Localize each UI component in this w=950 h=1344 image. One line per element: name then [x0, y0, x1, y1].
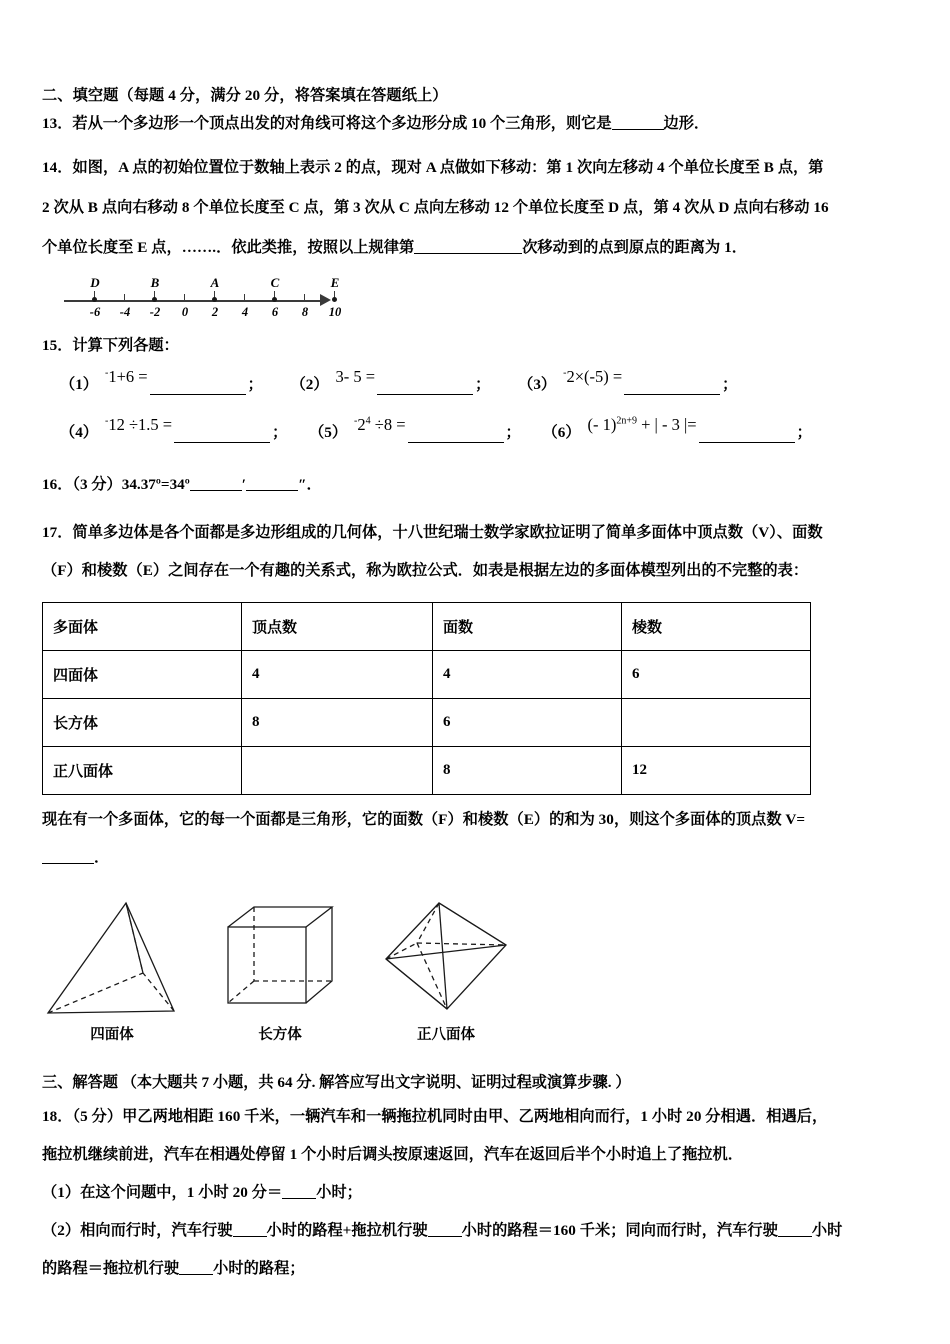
question-18-number: 18． [42, 1108, 73, 1126]
question-18-sub-1 [42, 1174, 922, 1212]
table-cell-vertices-2[interactable] [242, 747, 433, 795]
number-line-tick-label-4: 2 [211, 305, 219, 320]
question-17 [42, 514, 922, 1049]
question-17-answer-blank[interactable] [42, 863, 94, 864]
question-15-item-1-terminator: ； [247, 377, 263, 394]
polyhedron-figures [42, 897, 562, 1049]
question-14-line-1 [42, 148, 922, 188]
cuboid-icon [220, 897, 350, 1021]
section-three-heading: 三、解答题 （本大题共 7 小题，共 64 分. 解答应写出文字说明、证明过程或演算步骤. ） [42, 1074, 631, 1092]
question-18-sub1-text-a: （1）在这个问题中，1 小时 20 分＝ [42, 1184, 283, 1202]
number-line-point-label-A: A [210, 275, 220, 291]
question-18-sub2-blank-4[interactable] [179, 1274, 213, 1275]
question-17-after-table-line-2 [42, 839, 922, 877]
question-17-line1-text: 简单多边体是各个面都是多边形组成的几何体，十八世纪瑞士数学家欧拉证明了简单多面体中顶点数（V）、面数 [72, 524, 823, 542]
question-15-item-5-blank[interactable] [408, 429, 504, 443]
question-15-item-2-terminator: ； [475, 377, 491, 394]
question-18-sub2-text-c: 小时的路程＝160 千米；同向而行时，汽车行驶 [461, 1222, 778, 1240]
question-18-sub2-blank-3[interactable] [778, 1236, 812, 1237]
question-15-item-4 [60, 415, 288, 443]
question-18-sub2-text-f: 小时的路程； [213, 1260, 305, 1278]
question-15-item-3 [518, 367, 738, 395]
question-15-item-4-label: （4） [60, 424, 98, 442]
question-16-seconds-blank[interactable] [246, 490, 298, 491]
number-line-point-label-D: D [90, 275, 100, 291]
question-16-minutes-blank[interactable] [190, 490, 242, 491]
question-15-item-2-expression: 3- 5 = [335, 367, 376, 387]
table-row [43, 651, 811, 699]
question-18-line-2: 拖拉机继续前进，汽车在相遇处停留 1 个小时后调头按原速返回，汽车在返回后半个小时追上了拖拉机． [42, 1146, 744, 1164]
question-15-item-1-blank[interactable] [150, 381, 246, 395]
number-line-tick-label-8: 10 [328, 305, 342, 320]
tetrahedron-caption: 四面体 [90, 1027, 134, 1044]
question-15-item-3-expression: -2×(-5) = [563, 367, 623, 387]
question-15-item-5-expression: $^-2^4 \div 8$ = [354, 415, 406, 435]
number-line-tick-label-0: -6 [89, 305, 101, 320]
question-14-line1-text: 如图，A 点的初始位置位于数轴上表示 2 的点，现对 A 点做如下移动：第 1 次向左移动 4 个单位长度至 B 点，第 [72, 159, 824, 177]
table-cell-edges-0: 6 [622, 651, 811, 699]
question-15-item-5 [309, 415, 521, 443]
page-content [42, 88, 922, 1288]
question-15-item-6-label: （6） [542, 424, 581, 442]
table-row [43, 747, 811, 795]
question-13 [42, 112, 922, 133]
number-line-tick-label-1: -4 [119, 305, 131, 320]
number-line-tick-label-3: 0 [181, 305, 189, 320]
question-15-item-2-blank[interactable] [377, 381, 473, 395]
question-14-number: 14． [42, 159, 73, 177]
question-15-item-1 [60, 367, 263, 395]
question-14 [42, 148, 922, 268]
question-14-line-2: 2 次从 B 点向右移动 8 个单位长度至 C 点，第 3 次从 C 点向左移动 12 个单位长度至 D 点，第 4 次从 D 点向右移动 16 [42, 199, 829, 217]
question-15-item-3-terminator: ； [722, 377, 738, 394]
question-15-prompt-line [42, 334, 922, 355]
table-cell-vertices-1: 8 [242, 699, 433, 747]
question-18-sub1-blank[interactable] [282, 1198, 316, 1199]
number-line-tick-4 [244, 294, 245, 301]
question-13-text-after: 边形． [663, 115, 710, 133]
number-line-tick-label-5: 4 [241, 305, 249, 320]
number-line-point-label-E: E [330, 275, 340, 291]
question-18-line-1 [42, 1098, 922, 1136]
table-row [43, 699, 811, 747]
question-15-item-6-blank[interactable] [699, 429, 795, 443]
question-18-line1-text: （5 分）甲乙两地相距 160 千米，一辆汽车和一辆拖拉机同时由甲、乙两地相向而行，1 小时 20 分相遇．相遇后， [72, 1108, 828, 1126]
question-15-item-2-label: （2） [290, 376, 329, 394]
number-line-axis [64, 300, 322, 302]
section-two-heading: 二、填空题（每题 4 分，满分 20 分，将答案填在答题纸上） [42, 87, 448, 104]
polyhedron-table [42, 602, 811, 795]
question-17-after-table-period: ． [94, 849, 110, 867]
question-13-number: 13． [42, 115, 73, 133]
question-14-answer-blank[interactable] [414, 253, 522, 254]
question-18-sub-2-line-2 [42, 1250, 922, 1288]
table-cell-edges-2: 12 [622, 747, 811, 795]
cuboid-caption: 长方体 [258, 1027, 302, 1044]
question-18-sub-2-line-1 [42, 1212, 922, 1250]
number-line-dot-E [332, 297, 337, 302]
question-15-item-2 [290, 367, 491, 395]
table-header-faces: 面数 [433, 603, 622, 651]
table-cell-vertices-0: 4 [242, 651, 433, 699]
question-18-sub2-text-a: （2）相向而行时，汽车行驶 [42, 1222, 233, 1240]
question-18-sub2-text-b: 小时的路程+拖拉机行驶 [266, 1222, 428, 1240]
table-cell-name-0: 四面体 [43, 651, 242, 699]
question-15-row-2 [42, 415, 922, 443]
question-17-after-table-line-1: 现在有一个多面体，它的每一个面都是三角形，它的面数（F）和棱数（E）的和为 30，则这个多面体的顶点数 V= [42, 811, 806, 829]
section-three [42, 1071, 922, 1288]
question-16-text: （3 分）34.37º=34º [72, 476, 190, 494]
question-15-item-3-blank[interactable] [624, 381, 720, 395]
number-line-tick-8 [304, 294, 305, 301]
question-18 [42, 1098, 922, 1288]
question-16-minute-symbol: ′ [241, 476, 247, 494]
question-15-item-1-expression: -1+6 = [104, 367, 148, 387]
question-18-sub2-blank-1[interactable] [233, 1236, 267, 1237]
question-13-text-before: 若从一个多边形一个顶点出发的对角线可将这个多边形分成 10 个三角形，则它是 [72, 115, 612, 133]
number-line-tick-label-6: 6 [271, 305, 279, 320]
question-16-end: ″． [298, 476, 322, 494]
tetrahedron-figure [42, 897, 188, 1044]
table-header-row [43, 603, 811, 651]
question-16-number: 16． [42, 476, 73, 494]
table-cell-faces-1: 6 [433, 699, 622, 747]
table-cell-faces-2: 8 [433, 747, 622, 795]
octahedron-figure [382, 897, 518, 1044]
question-14-line3-after: 次移动到的点到原点的距离为 1． [522, 239, 748, 257]
question-15-row-1 [42, 367, 922, 395]
table-header-vertices: 顶点数 [242, 603, 433, 651]
question-15-item-4-blank[interactable] [174, 429, 270, 443]
question-16 [42, 473, 922, 494]
question-15-item-4-expression: -12 ÷1.5 = [104, 415, 173, 435]
table-cell-faces-0: 4 [433, 651, 622, 699]
question-15-item-6-expression: (- 1)$^{2n+9}$ + | - 3 |= [587, 415, 697, 435]
tetrahedron-icon [42, 897, 188, 1021]
question-15-item-3-label: （3） [518, 376, 557, 394]
question-18-sub1-text-b: 小时； [316, 1184, 362, 1202]
question-18-sub2-text-e: 的路程＝拖拉机行驶 [42, 1260, 180, 1278]
number-line-tick-0 [184, 294, 185, 301]
question-17-line-2: （F）和棱数（E）之间存在一个有趣的关系式，称为欧拉公式．如表是根据左边的多面体模型列出的不完整的表： [42, 562, 809, 580]
question-18-sub2-blank-2[interactable] [428, 1236, 462, 1237]
table-cell-edges-1[interactable] [622, 699, 811, 747]
table-header-edges: 棱数 [622, 603, 811, 651]
question-15-item-6 [542, 415, 812, 443]
question-15-item-1-label: （1） [60, 376, 98, 394]
question-17-line-1 [42, 514, 922, 552]
number-line-tick-label-2: -2 [149, 305, 161, 320]
octahedron-caption: 正八面体 [417, 1027, 475, 1044]
question-15-item-6-terminator: ； [796, 425, 812, 442]
question-14-line3-before: 个单位长度至 E 点，…….．依此类推，按照以上规律第 [42, 239, 415, 257]
number-line-point-label-B: B [150, 275, 160, 291]
question-15 [42, 334, 922, 443]
question-13-answer-blank[interactable] [612, 129, 664, 130]
question-18-sub2-text-d: 小时 [811, 1222, 843, 1240]
table-cell-name-2: 正八面体 [43, 747, 242, 795]
octahedron-icon [382, 897, 518, 1021]
question-14-line-3 [42, 228, 922, 268]
table-header-polyhedron: 多面体 [43, 603, 242, 651]
question-17-number: 17． [42, 524, 73, 542]
question-15-item-5-label: （5） [309, 424, 348, 442]
number-line-tick--4 [124, 294, 125, 301]
question-15-item-4-terminator: ； [272, 425, 288, 442]
cuboid-figure [220, 897, 350, 1044]
question-15-prompt: 计算下列各题： [72, 337, 179, 355]
number-line-point-label-C: C [270, 275, 280, 291]
question-15-item-5-terminator: ； [505, 425, 521, 442]
number-line-tick-label-7: 8 [301, 305, 309, 320]
number-line-figure [64, 274, 922, 332]
table-cell-name-1: 长方体 [43, 699, 242, 747]
question-15-number: 15． [42, 337, 73, 355]
